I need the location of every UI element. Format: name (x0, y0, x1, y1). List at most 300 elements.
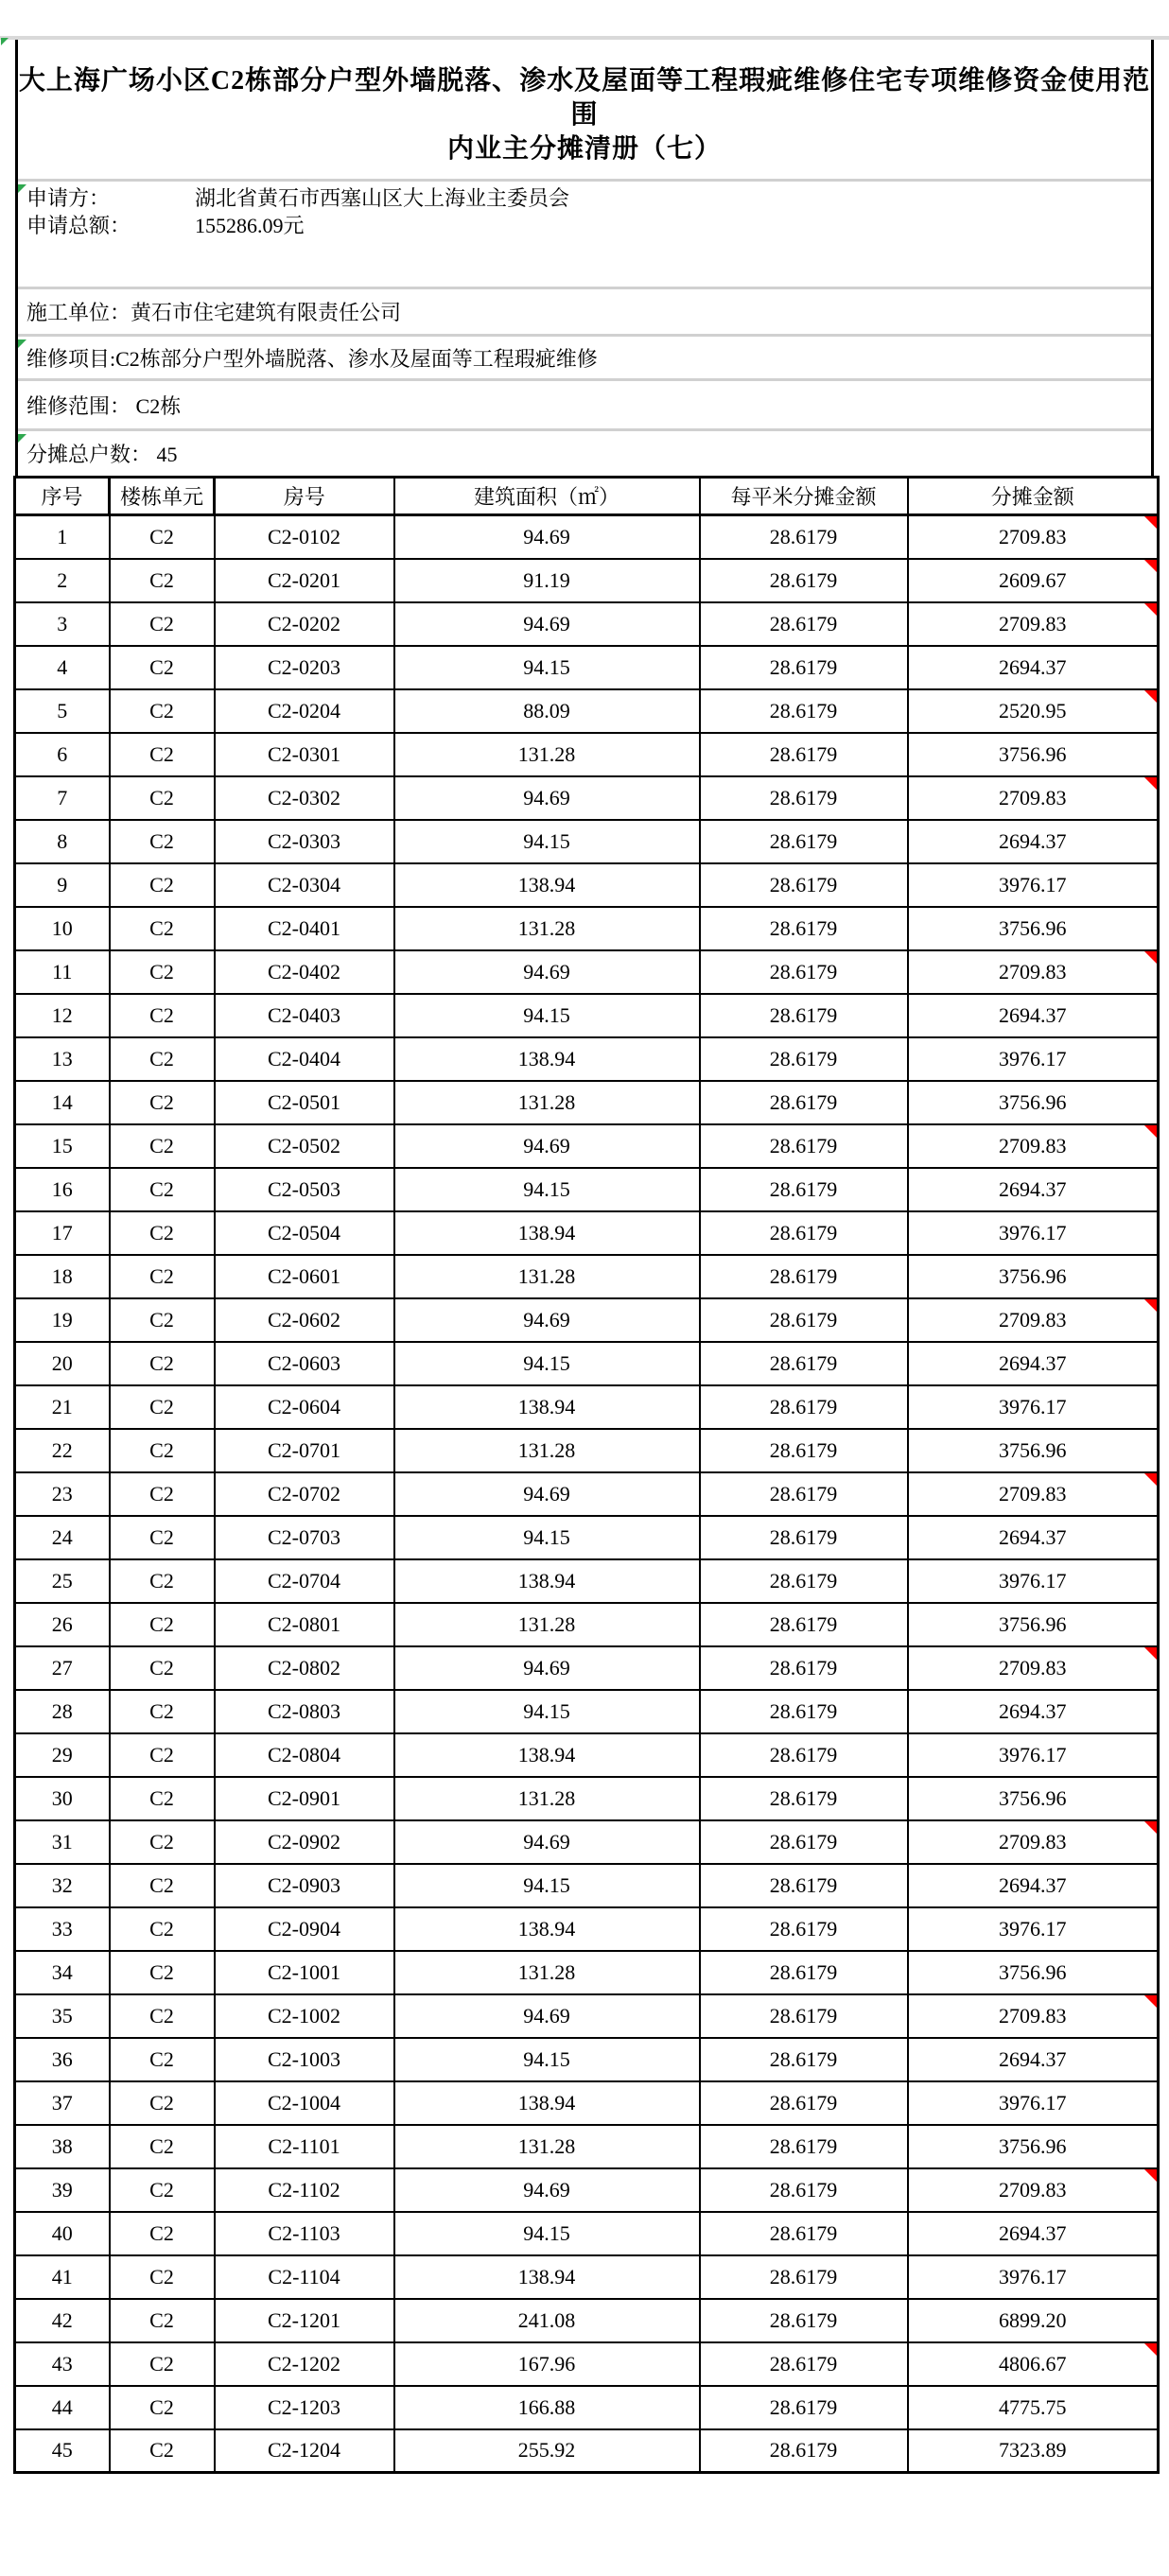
table-cell: 28.6179 (700, 733, 908, 776)
comment-indicator-red-icon (1144, 2169, 1157, 2182)
table-cell: 94.15 (394, 820, 700, 863)
table-cell: C2-1102 (215, 2168, 394, 2212)
table-cell: 2709.83 (908, 2168, 1159, 2212)
table-cell: 2709.83 (908, 776, 1159, 820)
table-row (15, 1255, 1159, 1298)
page-title-line1: 大上海广场小区C2栋部分户型外墙脱落、渗水及屋面等工程瑕疵维修住宅专项维修资金使用范围 (18, 66, 1151, 130)
table-cell: 2694.37 (908, 1516, 1159, 1559)
table-cell: 21 (15, 1385, 110, 1429)
table-cell: C2 (110, 689, 215, 733)
table-row (15, 689, 1159, 733)
table-cell: 28.6179 (700, 2299, 908, 2342)
table-cell: C2 (110, 1951, 215, 1994)
table-cell: C2-1202 (215, 2342, 394, 2386)
table-cell: 2694.37 (908, 1168, 1159, 1211)
table-row (15, 1777, 1159, 1820)
table-cell: 28.6179 (700, 950, 908, 994)
table-cell: 28.6179 (700, 1951, 908, 1994)
table-cell: C2-0403 (215, 994, 394, 1037)
table-cell: 4775.75 (908, 2386, 1159, 2429)
table-cell: 26 (15, 1603, 110, 1646)
table-cell: 16 (15, 1168, 110, 1211)
table-row (15, 2081, 1159, 2125)
table-row (15, 2429, 1159, 2473)
table-cell: C2 (110, 2342, 215, 2386)
table-cell: 131.28 (394, 1255, 700, 1298)
table-row (15, 559, 1159, 602)
table-cell: 3976.17 (908, 1211, 1159, 1255)
table-row (15, 1037, 1159, 1081)
table-cell: 36 (15, 2038, 110, 2081)
table-cell: 28.6179 (700, 863, 908, 907)
table-row (15, 907, 1159, 950)
table-cell: 44 (15, 2386, 110, 2429)
table-cell: C2 (110, 907, 215, 950)
table-cell: 7 (15, 776, 110, 820)
table-cell: C2-0701 (215, 1429, 394, 1472)
applicant-value: 湖北省黄石市西塞山区大上海业主委员会 (195, 186, 570, 210)
table-cell: C2-0502 (215, 1124, 394, 1168)
table-cell: 2694.37 (908, 1690, 1159, 1733)
table-cell: 3756.96 (908, 1951, 1159, 1994)
table-cell: 3756.96 (908, 1081, 1159, 1124)
table-cell: 28.6179 (700, 1211, 908, 1255)
table-cell: 4806.67 (908, 2342, 1159, 2386)
table-cell: C2-0802 (215, 1646, 394, 1690)
table-row (15, 515, 1159, 559)
table-row (15, 733, 1159, 776)
table-cell: 28.6179 (700, 646, 908, 689)
table-cell: C2 (110, 1255, 215, 1298)
table-row (15, 1690, 1159, 1733)
table-cell: 2694.37 (908, 2038, 1159, 2081)
table-cell: C2-0203 (215, 646, 394, 689)
table-cell: 28.6179 (700, 1037, 908, 1081)
table-cell: C2 (110, 602, 215, 646)
table-cell: 28.6179 (700, 1516, 908, 1559)
comment-indicator-red-icon (1144, 603, 1157, 616)
households-cell (18, 428, 1151, 476)
table-row (15, 1994, 1159, 2038)
table-cell: C2-1101 (215, 2125, 394, 2168)
table-cell: 12 (15, 994, 110, 1037)
table-cell: 3976.17 (908, 1385, 1159, 1429)
table-cell: C2 (110, 2081, 215, 2125)
table-cell: 28.6179 (700, 1994, 908, 2038)
table-cell: 5 (15, 689, 110, 733)
table-cell: 2709.83 (908, 1994, 1159, 2038)
table-cell: C2 (110, 1342, 215, 1385)
table-cell: 3756.96 (908, 733, 1159, 776)
table-cell: C2 (110, 2168, 215, 2212)
table-cell: 34 (15, 1951, 110, 1994)
table-cell: 28.6179 (700, 1342, 908, 1385)
table-cell: C2 (110, 2386, 215, 2429)
table-cell: 33 (15, 1907, 110, 1951)
table-cell: 3976.17 (908, 2255, 1159, 2299)
table-cell: 94.69 (394, 1124, 700, 1168)
allocation-table (13, 476, 1160, 2474)
table-cell: C2-1003 (215, 2038, 394, 2081)
comment-indicator-red-icon (1144, 2343, 1157, 2356)
table-cell: 138.94 (394, 1211, 700, 1255)
contractor-line (26, 297, 1151, 326)
table-cell: 28.6179 (700, 1733, 908, 1777)
comment-indicator-green-icon (18, 339, 26, 348)
table-cell: 94.69 (394, 776, 700, 820)
table-cell: C2 (110, 1124, 215, 1168)
table-row (15, 1472, 1159, 1516)
table-cell: C2 (110, 1298, 215, 1342)
table-row (15, 2038, 1159, 2081)
table-row (15, 1951, 1159, 1994)
comment-indicator-red-icon (1144, 1647, 1157, 1660)
table-cell: C2 (110, 1429, 215, 1472)
table-row (15, 1907, 1159, 1951)
table-cell: C2-0401 (215, 907, 394, 950)
table-cell: 255.92 (394, 2429, 700, 2473)
table-cell: 22 (15, 1429, 110, 1472)
table-cell: C2 (110, 2038, 215, 2081)
table-cell: 94.69 (394, 1472, 700, 1516)
table-cell: C2 (110, 1907, 215, 1951)
table-cell: C2 (110, 2125, 215, 2168)
table-cell: 6899.20 (908, 2299, 1159, 2342)
table-cell: 2709.83 (908, 950, 1159, 994)
table-cell: 28.6179 (700, 820, 908, 863)
total-amount-label: 申请总额： (26, 214, 131, 237)
table-row (15, 1733, 1159, 1777)
table-cell: C2 (110, 1168, 215, 1211)
comment-indicator-red-icon (1144, 951, 1157, 964)
table-cell: C2 (110, 863, 215, 907)
table-cell: 241.08 (394, 2299, 700, 2342)
table-cell: C2 (110, 1081, 215, 1124)
table-cell: 131.28 (394, 1081, 700, 1124)
table-cell: 131.28 (394, 1951, 700, 1994)
table-cell: 3756.96 (908, 1429, 1159, 1472)
table-cell: 2709.83 (908, 515, 1159, 559)
table-cell: 41 (15, 2255, 110, 2299)
table-cell: 9 (15, 863, 110, 907)
table-cell: C2-0501 (215, 1081, 394, 1124)
table-cell: C2-0602 (215, 1298, 394, 1342)
table-cell: C2 (110, 950, 215, 994)
table-cell: 94.15 (394, 994, 700, 1037)
table-cell: C2-0903 (215, 1864, 394, 1907)
table-cell: C2 (110, 1646, 215, 1690)
table-cell: 91.19 (394, 559, 700, 602)
table-row (15, 1168, 1159, 1211)
table-cell: 138.94 (394, 1385, 700, 1429)
col-header-room-number: 房号 (215, 478, 394, 515)
table-cell: C2 (110, 1777, 215, 1820)
comment-indicator-green-icon (18, 184, 26, 193)
table-cell: C2 (110, 1994, 215, 2038)
table-cell: 94.15 (394, 1342, 700, 1385)
table-row (15, 863, 1159, 907)
table-row (15, 646, 1159, 689)
table-cell: C2 (110, 1385, 215, 1429)
table-cell: 3976.17 (908, 1037, 1159, 1081)
table-cell: 131.28 (394, 1429, 700, 1472)
total-amount-value: 155286.09元 (195, 214, 305, 237)
table-cell: C2-0503 (215, 1168, 394, 1211)
table-cell: C2-0803 (215, 1690, 394, 1733)
table-cell: C2-0303 (215, 820, 394, 863)
table-cell: 94.69 (394, 1646, 700, 1690)
table-cell: 28.6179 (700, 1168, 908, 1211)
table-cell: 31 (15, 1820, 110, 1864)
table-cell: 24 (15, 1516, 110, 1559)
table-cell: C2-0202 (215, 602, 394, 646)
table-cell: C2 (110, 733, 215, 776)
table-cell: 28.6179 (700, 776, 908, 820)
table-cell: 3976.17 (908, 1907, 1159, 1951)
total-amount-line (26, 212, 1151, 239)
project-cell (18, 334, 1151, 378)
comment-indicator-red-icon (1144, 1473, 1157, 1486)
table-cell: C2 (110, 1516, 215, 1559)
table-cell: C2 (110, 2429, 215, 2473)
table-cell: 2709.83 (908, 1646, 1159, 1690)
table-row (15, 2299, 1159, 2342)
table-cell: C2 (110, 994, 215, 1037)
table-row (15, 1342, 1159, 1385)
table-cell: 17 (15, 1211, 110, 1255)
table-cell: 28.6179 (700, 1820, 908, 1864)
table-cell: 39 (15, 2168, 110, 2212)
table-cell: C2 (110, 2255, 215, 2299)
table-cell: C2-0703 (215, 1516, 394, 1559)
table-cell: 166.88 (394, 2386, 700, 2429)
table-cell: 3976.17 (908, 863, 1159, 907)
table-cell: 94.69 (394, 515, 700, 559)
table-cell: 3976.17 (908, 2081, 1159, 2125)
table-row (15, 2168, 1159, 2212)
table-cell: 94.69 (394, 2168, 700, 2212)
table-cell: 42 (15, 2299, 110, 2342)
table-row (15, 1298, 1159, 1342)
table-row (15, 2255, 1159, 2299)
table-cell: 138.94 (394, 1559, 700, 1603)
table-cell: 3976.17 (908, 1733, 1159, 1777)
table-cell: 28.6179 (700, 1385, 908, 1429)
table-cell: 28.6179 (700, 1559, 908, 1603)
table-cell: 32 (15, 1864, 110, 1907)
table-row (15, 2212, 1159, 2255)
table-cell: 3756.96 (908, 2125, 1159, 2168)
table-cell: C2-0603 (215, 1342, 394, 1385)
table-cell: 131.28 (394, 907, 700, 950)
table-row (15, 2386, 1159, 2429)
table-cell: 138.94 (394, 863, 700, 907)
table-cell: 2709.83 (908, 1124, 1159, 1168)
households-value: 45 (156, 443, 178, 466)
table-cell: 28.6179 (700, 2168, 908, 2212)
comment-indicator-red-icon (1144, 777, 1157, 790)
table-cell: C2 (110, 2299, 215, 2342)
table-row (15, 2125, 1159, 2168)
table-cell: 7323.89 (908, 2429, 1159, 2473)
table-cell: 28.6179 (700, 1255, 908, 1298)
table-cell: 28.6179 (700, 1646, 908, 1690)
table-cell: C2-1103 (215, 2212, 394, 2255)
table-cell: 88.09 (394, 689, 700, 733)
table-row (15, 1081, 1159, 1124)
table-cell: 131.28 (394, 1777, 700, 1820)
table-cell: C2 (110, 1211, 215, 1255)
table-cell: 28.6179 (700, 2429, 908, 2473)
table-cell: 11 (15, 950, 110, 994)
table-cell: 28.6179 (700, 515, 908, 559)
table-cell: 28.6179 (700, 907, 908, 950)
table-cell: 94.15 (394, 1168, 700, 1211)
table-cell: C2-0604 (215, 1385, 394, 1429)
table-cell: 43 (15, 2342, 110, 2386)
project-label: 维修项目: (26, 346, 116, 371)
table-row (15, 2342, 1159, 2386)
table-cell: C2 (110, 515, 215, 559)
table-cell: C2-0301 (215, 733, 394, 776)
project-line (26, 343, 1151, 373)
col-header-amount-per-sqm: 每平米分摊金额 (700, 478, 908, 515)
contractor-cell (18, 287, 1151, 334)
table-cell: 20 (15, 1342, 110, 1385)
comment-indicator-red-icon (1144, 1995, 1157, 2008)
table-cell: 2609.67 (908, 559, 1159, 602)
table-row (15, 820, 1159, 863)
table-cell: 40 (15, 2212, 110, 2255)
table-cell: C2 (110, 1864, 215, 1907)
table-cell: C2-0102 (215, 515, 394, 559)
col-header-building-unit: 楼栋单元 (110, 478, 215, 515)
table-cell: C2 (110, 559, 215, 602)
table-cell: 28.6179 (700, 602, 908, 646)
table-cell: C2 (110, 1472, 215, 1516)
table-cell: C2-0804 (215, 1733, 394, 1777)
table-row (15, 1429, 1159, 1472)
table-cell: 27 (15, 1646, 110, 1690)
table-cell: C2 (110, 1690, 215, 1733)
table-cell: 13 (15, 1037, 110, 1081)
table-cell: 2694.37 (908, 820, 1159, 863)
table-row (15, 1603, 1159, 1646)
table-cell: 35 (15, 1994, 110, 2038)
table-cell: 28.6179 (700, 2081, 908, 2125)
table-cell: C2 (110, 820, 215, 863)
table-row (15, 1559, 1159, 1603)
table-cell: 3756.96 (908, 1777, 1159, 1820)
col-header-floor-area: 建筑面积（㎡） (394, 478, 700, 515)
table-cell: 2694.37 (908, 1864, 1159, 1907)
table-cell: C2-1104 (215, 2255, 394, 2299)
table-cell: 94.15 (394, 1516, 700, 1559)
table-row (15, 776, 1159, 820)
table-cell: C2-0404 (215, 1037, 394, 1081)
comment-indicator-red-icon (1144, 1821, 1157, 1834)
table-row (15, 1211, 1159, 1255)
title-cell (18, 40, 1151, 179)
table-cell: 2694.37 (908, 1342, 1159, 1385)
table-row (15, 602, 1159, 646)
table-cell: 28.6179 (700, 1907, 908, 1951)
table-cell: 94.69 (394, 1298, 700, 1342)
table-cell: 18 (15, 1255, 110, 1298)
table-cell: C2 (110, 646, 215, 689)
page-title-line2: 内业主分摊清册（七） (446, 134, 722, 164)
table-cell: C2-0902 (215, 1820, 394, 1864)
table-cell: C2-1203 (215, 2386, 394, 2429)
table-cell: 8 (15, 820, 110, 863)
table-cell: C2-0901 (215, 1777, 394, 1820)
table-cell: 2709.83 (908, 1298, 1159, 1342)
table-cell: C2-1001 (215, 1951, 394, 1994)
scope-line (26, 391, 1151, 420)
table-cell: 25 (15, 1559, 110, 1603)
table-cell: 138.94 (394, 2255, 700, 2299)
table-cell: 28.6179 (700, 1603, 908, 1646)
table-cell: 28 (15, 1690, 110, 1733)
table-cell: 28.6179 (700, 1864, 908, 1907)
table-row (15, 1124, 1159, 1168)
table-row (15, 1646, 1159, 1690)
table-cell: 6 (15, 733, 110, 776)
contractor-label: 施工单位： (26, 301, 131, 324)
applicant-line (26, 184, 1151, 212)
table-body (15, 515, 1159, 2473)
table-cell: 3756.96 (908, 907, 1159, 950)
comment-indicator-red-icon (1144, 1299, 1157, 1312)
table-cell: 94.69 (394, 602, 700, 646)
table-cell: C2-0601 (215, 1255, 394, 1298)
table-cell: 3756.96 (908, 1255, 1159, 1298)
table-cell: C2-1204 (215, 2429, 394, 2473)
table-cell: 28.6179 (700, 1690, 908, 1733)
table-cell: C2 (110, 1603, 215, 1646)
table-row (15, 950, 1159, 994)
table-cell: 28.6179 (700, 2212, 908, 2255)
comment-indicator-red-icon (1144, 560, 1157, 572)
table-cell: 28.6179 (700, 1777, 908, 1820)
table-cell: C2-0402 (215, 950, 394, 994)
table-header-row (15, 478, 1159, 515)
table-cell: 167.96 (394, 2342, 700, 2386)
table-cell: 28.6179 (700, 2342, 908, 2386)
table-cell: C2-0702 (215, 1472, 394, 1516)
table-cell: C2 (110, 1733, 215, 1777)
table-cell: C2-0304 (215, 863, 394, 907)
table-cell: C2-0704 (215, 1559, 394, 1603)
table-cell: C2-0201 (215, 559, 394, 602)
table-cell: 138.94 (394, 2081, 700, 2125)
applicant-label: 申请方： (26, 186, 111, 210)
table-cell: 28.6179 (700, 689, 908, 733)
comment-indicator-green-icon (18, 434, 26, 443)
table-cell: 15 (15, 1124, 110, 1168)
comment-indicator-red-icon (1144, 516, 1157, 529)
table-row (15, 1864, 1159, 1907)
table-cell: C2 (110, 776, 215, 820)
table-cell: 138.94 (394, 1733, 700, 1777)
table-cell: 14 (15, 1081, 110, 1124)
table-cell: 28.6179 (700, 994, 908, 1037)
table-cell: 28.6179 (700, 1472, 908, 1516)
scope-label: 维修范围： (26, 393, 131, 418)
comment-indicator-red-icon (1144, 1125, 1157, 1138)
table-cell: 3976.17 (908, 1559, 1159, 1603)
project-value: C2栋部分户型外墙脱落、渗水及屋面等工程瑕疵维修 (115, 346, 598, 371)
